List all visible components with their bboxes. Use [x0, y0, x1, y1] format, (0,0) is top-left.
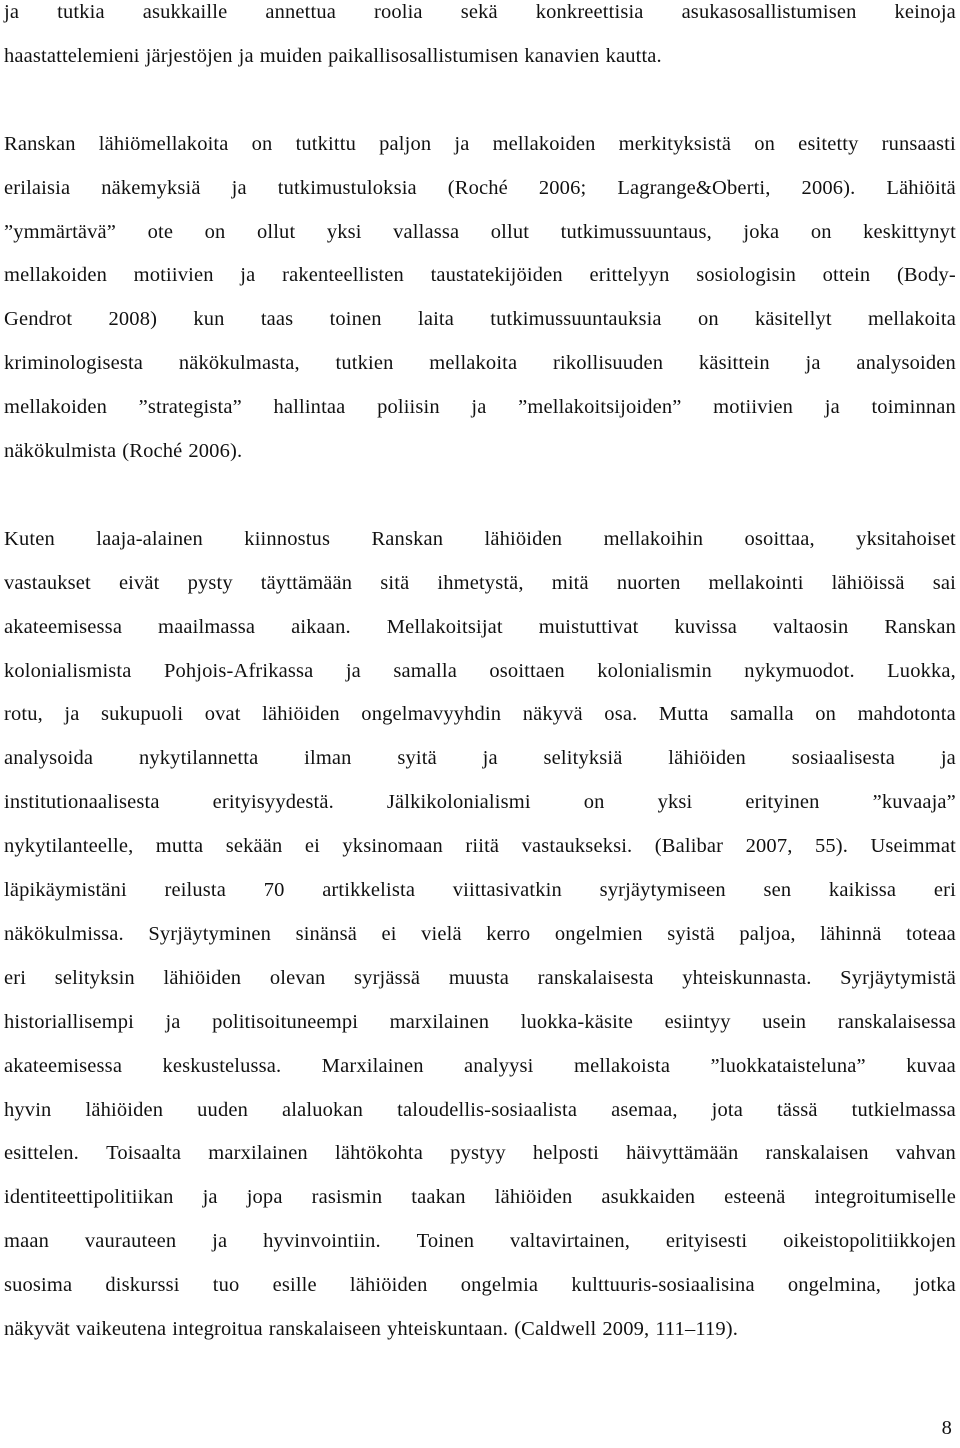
text-line: mellakoiden motiivien ja rakenteellisten taustatekijöiden erittelyyn sosiologisin ottein (Body-	[4, 264, 956, 287]
text-line: erilaisia näkemyksiä ja tutkimustuloksia (Roché 2006; Lagrange&Oberti, 2006). Lähiöitä	[4, 176, 956, 199]
text-line: mellakoiden ”strategista” hallintaa poliisin ja ”mellakoitsijoiden” motiivien ja toiminnan	[4, 396, 956, 419]
text-line: esittelen. Toisaalta marxilainen lähtökohta pystyy helposti häivyttämään ranskalaisen vahvan	[4, 1142, 956, 1165]
text-line: läpikäymistäni reilusta 70 artikkelista viittasivatkin syrjäytymiseen sen kaikissa eri	[4, 879, 956, 901]
text-line: ”ymmärtävä” ote on ollut yksi vallassa ollut tutkimussuuntaus, joka on keskittynyt	[4, 220, 956, 243]
text-line: haastattelemieni järjestöjen ja muiden paikallisosallistumisen kanavien kautta.	[4, 44, 662, 67]
text-line: ja tutkia asukkaille annettua roolia sekä konkreettisia asukasosallistumisen keinoja	[4, 1, 956, 23]
text-line: Kuten laaja-alainen kiinnostus Ranskan lähiöiden mellakoihin osoittaa, yksitahoiset	[4, 527, 956, 550]
text-line: eri selityksin lähiöiden olevan syrjässä muusta ranskalaisesta yhteiskunnasta. Syrjäytymistä	[4, 966, 956, 989]
text-line: akateemisessa maailmassa aikaan. Mellakoitsijat muistuttivat kuvissa valtaosin Ranskan	[4, 615, 956, 638]
text-line: hyvin lähiöiden uuden alaluokan taloudellis-sosiaalista asemaa, jota tässä tutkielmassa	[4, 1098, 956, 1121]
text-line: kriminologisesta näkökulmasta, tutkien mellakoita rikollisuuden käsittein ja analysoiden	[4, 352, 956, 375]
text-line: kolonialismista Pohjois-Afrikassa ja samalla osoittaen kolonialismin nykymuodot. Luokka,	[4, 659, 956, 682]
text-line: nykytilanteelle, mutta sekään ei yksinomaan riitä vastaukseksi. (Balibar 2007, 55). Useimmat	[4, 835, 956, 858]
page-number: 8	[941, 1417, 952, 1439]
text-line: näkyvät vaikeutena integroitua ranskalaiseen yhteiskuntaan. (Caldwell 2009, 111–119).	[4, 1318, 739, 1340]
text-line: analysoida nykytilannetta ilman syitä ja selityksiä lähiöiden sosiaalisesta ja	[4, 747, 956, 770]
text-line: Gendrot 2008) kun taas toinen laita tutkimussuuntauksia on käsitellyt mellakoita	[4, 308, 956, 331]
text-line: rotu, ja sukupuoli ovat lähiöiden ongelmavyyhdin näkyvä osa. Mutta samalla on mahdotonta	[4, 703, 956, 726]
text-line: historiallisempi ja politisoituneempi marxilainen luokka-käsite esiintyy usein ranskalaisessa	[4, 1010, 956, 1033]
text-line: institutionaalisesta erityisyydestä. Jälkikolonialismi on yksi erityinen ”kuvaaja”	[4, 791, 956, 814]
text-line: identiteettipolitiikan ja jopa rasismin taakan lähiöiden asukkaiden esteenä integroitumiselle	[4, 1186, 956, 1209]
text-line: näkökulmista (Roché 2006).	[4, 440, 243, 462]
text-line: vastaukset eivät pysty täyttämään sitä ihmetystä, mitä nuorten mellakointi lähiöissä sai	[4, 571, 956, 594]
text-line: Ranskan lähiömellakoita on tutkittu paljon ja mellakoiden merkityksistä on esitetty runsaasti	[4, 132, 956, 155]
text-line: näkökulmissa. Syrjäytyminen sinänsä ei vielä kerro ongelmien syistä paljoa, lähinnä toteaa	[4, 922, 956, 945]
text-line: akateemisessa keskustelussa. Marxilainen analyysi mellakoista ”luokkataisteluna” kuvaa	[4, 1054, 956, 1077]
text-line: maan vaurauteen ja hyvinvointiin. Toinen valtavirtainen, erityisesti oikeistopolitiikkojen	[4, 1230, 956, 1253]
text-line: suosima diskurssi tuo esille lähiöiden ongelmia kulttuuris-sosiaalisina ongelmina, jotka	[4, 1274, 956, 1297]
